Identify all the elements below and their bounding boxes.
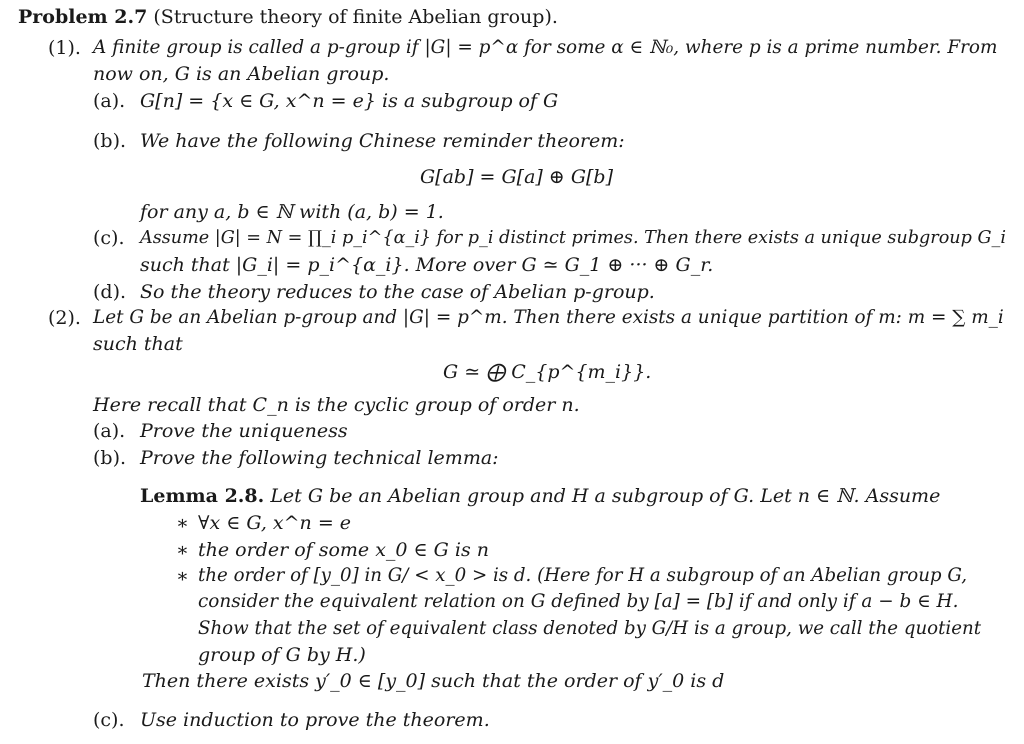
lemma-label: Lemma 2.8. — [140, 485, 265, 507]
part2a-number: (a). — [93, 420, 126, 442]
part2c-text: Use induction to prove the theorem. — [140, 709, 490, 731]
part1c-line1: Assume |G| = N = ∏_i p_i^{α_i} for p_i distinct primes. Then there exists a unique subgroup G_i — [140, 228, 1006, 248]
lemma-conclusion: Then there exists y′_0 ∈ [y_0] such that the order of y′_0 is d — [142, 670, 725, 692]
part1c-line2: such that |G_i| = p_i^{α_i}. More over G ≃ G_1 ⊕ ··· ⊕ G_r. — [140, 254, 714, 276]
lemma-bullet-3: ∗ — [176, 565, 189, 587]
decomposition-formula: G ≃ ⨁ C_{p^{m_i}}. — [443, 361, 652, 383]
part2-line1: Let G be an Abelian p-group and |G| = p^m. Then there exists a unique partition of m: m = ∑ m_i — [93, 307, 1004, 328]
lemma-heading — [140, 484, 940, 508]
lemma-bullet-1: ∗ — [176, 512, 189, 534]
part2-recall: Here recall that C_n is the cyclic group of order n. — [93, 394, 580, 416]
problem-heading — [18, 5, 558, 29]
lemma-item-2: the order of some x_0 ∈ G is n — [198, 539, 489, 561]
part1b-after: for any a, b ∈ ℕ with (a, b) = 1. — [140, 201, 444, 223]
part1b-text: We have the following Chinese reminder theorem: — [140, 130, 625, 152]
lemma-item-3-line3: Show that the set of equivalent class denoted by G/H is a group, we call the quotient — [198, 618, 982, 639]
part1b-number: (b). — [93, 130, 127, 152]
part1a-text: G[n] = {x ∈ G, x^n = e} is a subgroup of G — [140, 90, 559, 112]
part2-line2: such that — [93, 333, 183, 355]
part1-line2: now on, G is an Abelian group. — [93, 63, 390, 85]
lemma-item-3-line1: the order of [y_0] in G/ < x_0 > is d. (Here for H a subgroup of an Abelian group G, — [198, 565, 967, 586]
part2c-number: (c). — [93, 709, 125, 731]
lemma-item-3-line4: group of G by H.) — [198, 644, 366, 666]
part1d-number: (d). — [93, 281, 127, 303]
lemma-intro: Let G be an Abelian group and H a subgroup of G. Let n ∈ ℕ. Assume — [270, 485, 941, 507]
part1c-number: (c). — [93, 227, 125, 249]
part1d-text: So the theory reduces to the case of Abelian p-group. — [140, 281, 655, 303]
lemma-item-1: ∀x ∈ G, x^n = e — [198, 512, 352, 534]
problem-title: (Structure theory of finite Abelian group). — [153, 6, 558, 28]
part2a-text: Prove the uniqueness — [140, 420, 348, 442]
lemma-item-3-line2: consider the equivalent relation on G defined by [a] = [b] if and only if a − b ∈ H. — [198, 591, 959, 612]
part1a-number: (a). — [93, 90, 126, 112]
lemma-bullet-2: ∗ — [176, 539, 189, 561]
part2-number: (2). — [48, 307, 81, 329]
part1-line1: A finite group is called a p-group if |G| = p^α for some α ∈ ℕ₀, where p is a prime number. From — [93, 37, 998, 58]
crt-formula: G[ab] = G[a] ⊕ G[b] — [420, 166, 613, 188]
problem-label: Problem 2.7 — [18, 6, 148, 28]
part1-number: (1). — [48, 37, 81, 59]
part2b-text: Prove the following technical lemma: — [140, 447, 499, 469]
part2b-number: (b). — [93, 447, 127, 469]
